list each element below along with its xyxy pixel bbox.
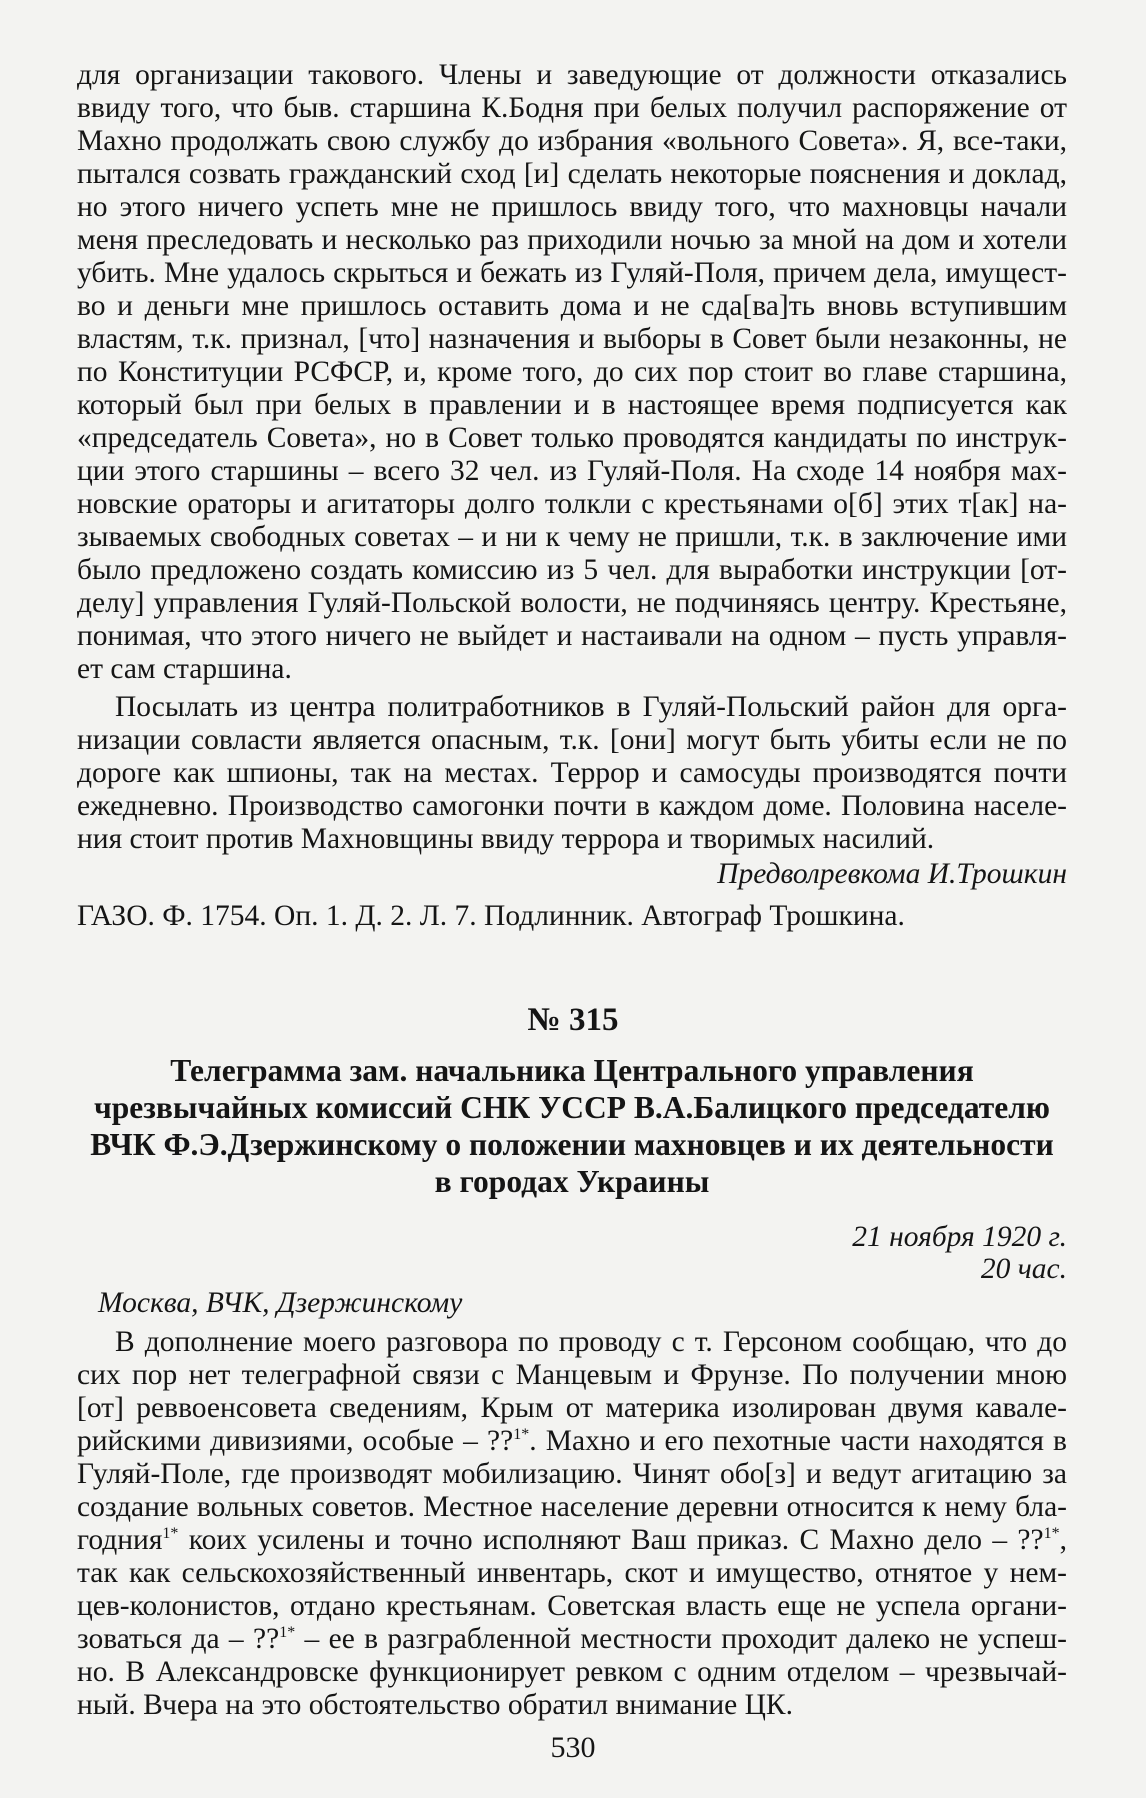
- text-line: во и деньги мне пришлось оставить дома и не сда[ва]ть вновь вступившим: [77, 290, 1067, 322]
- document-title-line: ВЧК Ф.Э.Дзержинскому о положении махновцев и их деятельности: [90, 1127, 1054, 1162]
- footnote-mark: 1*: [162, 1525, 179, 1543]
- text-line: дороге как шпионы, так на местах. Террор и самосуды производятся почти: [77, 757, 1067, 789]
- page-number: 530: [550, 1731, 596, 1764]
- text-line: ежедневно. Производство самогонки почти в каждом доме. Половина населе-: [77, 790, 1067, 822]
- line-part: . Махно и его пехотные части находятся в: [529, 1425, 1067, 1457]
- text-line: пытался созвать гражданский сход [и] сделать некоторые пояснения и доклад,: [77, 158, 1067, 190]
- text-line: [77, 1424, 1067, 1458]
- text-line: но. В Александровске функционирует ревком с одним отделом – чрезвычай-: [77, 1656, 1067, 1688]
- archive-reference: ГАЗО. Ф. 1754. Оп. 1. Д. 2. Л. 7. Подлинник. Автограф Трошкина.: [77, 900, 905, 932]
- text-line: властям, т.к. признал, [что] назначения и выборы в Совет были незаконны, не: [77, 323, 1067, 355]
- document-date: 21 ноября 1920 г.: [852, 1221, 1067, 1253]
- text-line: ет сам старшина.: [77, 653, 292, 685]
- footnote-mark: 1*: [279, 1624, 296, 1642]
- text-line: «председатель Совета», но в Совет только проводятся кандидаты по инструк-: [77, 422, 1067, 454]
- text-line: цев-колонистов, отдано крестьянам. Советская власть еще не успела органи-: [77, 1590, 1067, 1622]
- document-title-line: чрезвычайных комиссий СНК УССР В.А.Балицкого председателю: [93, 1090, 1050, 1125]
- addressee: Москва, ВЧК, Дзержинскому: [98, 1287, 463, 1319]
- text-line: но этого ничего успеть мне не пришлось ввиду того, что махновцы начали: [77, 191, 1067, 223]
- line-part: годния: [77, 1524, 163, 1556]
- text-line: было предложено создать комиссию из 5 чел. для выработки инструкции [от-: [77, 554, 1067, 586]
- text-line: Махно продолжать свою службу до избрания «вольного Совета». Я, все-таки,: [77, 125, 1067, 157]
- document-title-line: Телеграмма зам. начальника Центрального управления: [170, 1053, 974, 1088]
- line-part: – ее в разграбленной местности проходит далеко не успеш-: [295, 1623, 1067, 1655]
- text-line: ввиду того, что быв. старшина К.Бодня при белых получил распоряжение от: [77, 92, 1067, 124]
- text-line: Посылать из центра политработников в Гуляй-Польский район для орга-: [115, 691, 1067, 723]
- text-line: ния стоит против Махновщины ввиду террора и творимых насилий.: [77, 823, 935, 855]
- text-line: сих пор нет телеграфной связи с Манцевым и Фрунзе. По получении мною: [77, 1359, 1067, 1391]
- document-number: № 315: [527, 1002, 619, 1038]
- footnote-mark: 1*: [513, 1426, 530, 1444]
- text-line: для организации такового. Члены и заведующие от должности отказались: [77, 59, 1067, 91]
- text-line: низации совласти является опасным, т.к. [они] могут быть убиты если не по: [77, 724, 1067, 756]
- text-line: создание вольных советов. Местное население деревни относится к нему бла-: [77, 1491, 1067, 1523]
- line-part: рийскими дивизиями, особые – ??: [77, 1425, 514, 1457]
- text-line: зываемых свободных советах – и ни к чему не пришли, т.к. в заключение ими: [77, 521, 1067, 553]
- document-time: 20 час.: [980, 1253, 1067, 1285]
- line-part: ,: [1059, 1524, 1067, 1556]
- text-line: делу] управления Гуляй-Польской волости, не подчиняясь центру. Крестьяне,: [77, 587, 1067, 619]
- text-line: так как сельскохозяйственный инвентарь, скот и имущество, отнятое у нем-: [77, 1557, 1067, 1589]
- text-line: ный. Вчера на это обстоятельство обратил внимание ЦК.: [77, 1689, 793, 1721]
- text-line: [77, 1523, 1067, 1557]
- text-line: который был при белых в правлении и в настоящее время подписуется как: [77, 389, 1067, 421]
- text-line: новские ораторы и агитаторы долго толкли с крестьянами о[б] этих т[ак] на-: [77, 488, 1067, 520]
- text-line: меня преследовать и несколько раз приходили ночью за мной на дом и хотели: [77, 224, 1067, 256]
- document-title-line: в городах Украины: [434, 1164, 710, 1199]
- text-line: Гуляй-Поле, где производят мобилизацию. Чинят обо[з] и ведут агитацию за: [77, 1458, 1067, 1490]
- text-line: по Конституции РСФСР, и, кроме того, до сих пор стоит во главе старшина,: [77, 356, 1067, 388]
- text-line: понимая, что этого ничего не выйдет и настаивали на одном – пусть управля-: [77, 620, 1067, 652]
- text-line: [77, 1622, 1067, 1656]
- text-line: убить. Мне удалось скрыться и бежать из Гуляй-Поля, причем дела, имущест-: [77, 257, 1067, 289]
- line-part: зоваться да – ??: [77, 1623, 280, 1655]
- text-line: В дополнение моего разговора по проводу с т. Герсоном сообщаю, что до: [115, 1326, 1067, 1358]
- footnote-mark: 1*: [1043, 1525, 1060, 1543]
- text-line: [от] реввоенсовета сведениям, Крым от материка изолирован двумя кавале-: [77, 1392, 1067, 1424]
- line-part: коих усилены и точно исполняют Ваш приказ. С Махно дело – ??: [178, 1524, 1044, 1556]
- signature: Предволревкома И.Трошкин: [717, 858, 1067, 890]
- text-line: ции этого старшины – всего 32 чел. из Гуляй-Поля. На сходе 14 ноября мах-: [77, 455, 1067, 487]
